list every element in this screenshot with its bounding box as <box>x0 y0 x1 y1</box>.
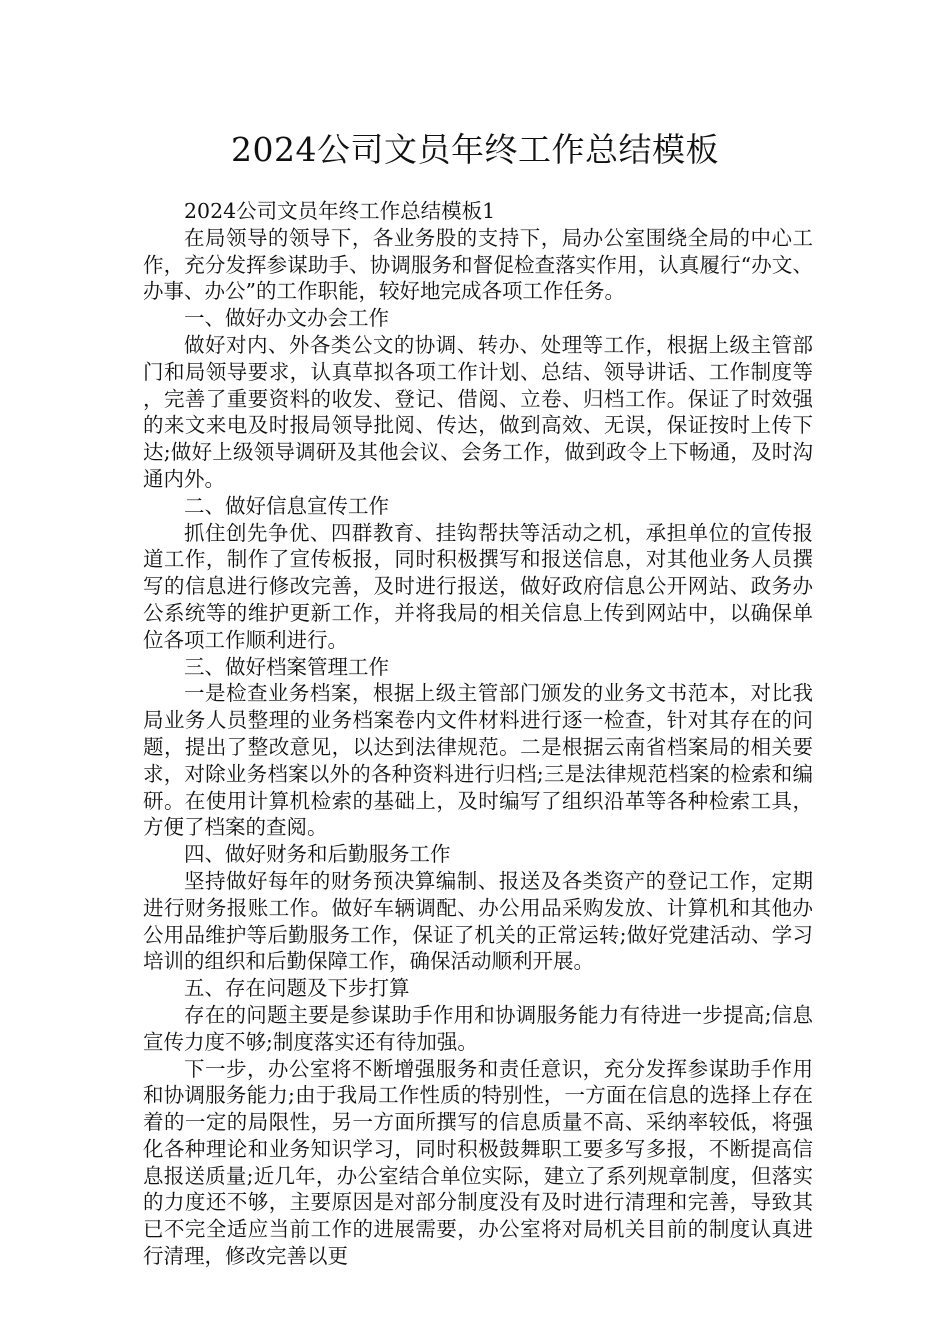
section-heading-3: 三、做好档案管理工作 <box>184 654 389 679</box>
section-paragraph-1: 做好对内、外各类公文的协调、转办、处理等工作，根据上级主管部门和局领导要求，认真草拟各项工作计划、总结、领导讲话、工作制度等，完善了重要资料的收发、登记、借阅、立卷、归档工作。保证了时效强的来文来电及时报局领导批阅、传达，做到高效、无误，保证按时上传下达;做好上级领导调研及其他会议、会务工作，做到政令上下畅通，及时沟通内外。 <box>143 332 813 491</box>
next-steps-paragraph: 下一步，办公室将不断增强服务和责任意识，充分发挥参谋助手作用和协调服务能力;由于我局工作性质的特别性，一方面在信息的选择上存在着的一定的局限性，另一方面所撰写的信息质量不高、采纳率较低，将强化各种理论和业务知识学习，同时积极鼓舞职工要多写多报，不断提高信息报送质量;近几年，办公室结合单位实际，建立了系列规章制度，但落实的力度还不够，主要原因是对部分制度没有及时进行清理和完善，导致其已不完全适应当前工作的进展需要，办公室将对局机关目前的制度认真进行清理，修改完善以更 <box>143 1056 813 1269</box>
section-paragraph-4: 坚持做好每年的财务预决算编制、报送及各类资产的登记工作，定期进行财务报账工作。做好车辆调配、办公用品采购发放、计算机和其他办公用品维护等后勤服务工作，保证了机关的正常运转;做好党建活动、学习培训的组织和后勤保障工作，确保活动顺利开展。 <box>143 868 813 974</box>
intro-paragraph: 在局领导的领导下，各业务股的支持下，局办公室围绕全局的中心工作，充分发挥参谋助手、协调服务和督促检查落实作用，认真履行“办文、办事、办公”的工作职能，较好地完成各项工作任务。 <box>143 225 813 304</box>
section-heading-1: 一、做好办文办会工作 <box>184 306 389 331</box>
section-heading-5: 五、存在问题及下步打算 <box>184 976 410 1001</box>
problems-paragraph: 存在的问题主要是参谋助手作用和协调服务能力有待进一步提高;信息宣传力度不够;制度落实还有待加强。 <box>143 1002 813 1054</box>
section-heading-2: 二、做好信息宣传工作 <box>184 493 389 518</box>
subtitle-paragraph: 2024公司文员年终工作总结模板1 <box>184 199 496 223</box>
section-heading-4: 四、做好财务和后勤服务工作 <box>184 842 451 867</box>
document-body <box>143 198 813 1270</box>
section-paragraph-3: 一是检查业务档案，根据上级主管部门颁发的业务文书范本，对比我局业务人员整理的业务档案卷内文件材料进行逐一检查，针对其存在的问题，提出了整改意见，以达到法律规范。二是根据云南省档案局的相关要求，对除业务档案以外的各种资料进行归档;三是法律规范档案的检索和编研。在使用计算机检索的基础上，及时编写了组织沿革等各种检索工具，方便了档案的查阅。 <box>143 681 813 840</box>
document-title: 2024公司文员年终工作总结模板 <box>231 130 719 169</box>
section-paragraph-2: 抓住创先争优、四群教育、挂钩帮扶等活动之机，承担单位的宣传报道工作，制作了宣传板报，同时积极撰写和报送信息，对其他业务人员撰写的信息进行修改完善，及时进行报送，做好政府信息公开网站、政务办公系统等的维护更新工作，并将我局的相关信息上传到网站中，以确保单位各项工作顺利进行。 <box>143 520 813 652</box>
